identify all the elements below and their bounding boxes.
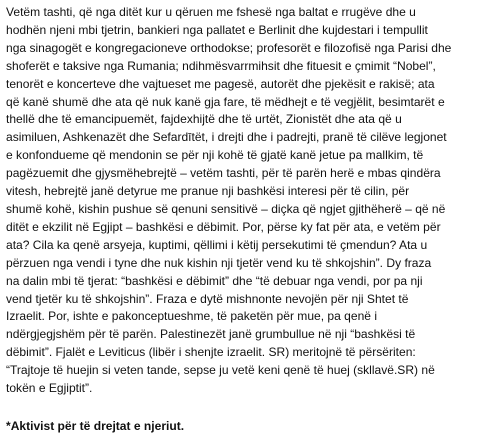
text-line: ndërgjegjshëm për të parën. Palestinezët janë grumbullue në nji “bashkësi të [6,327,416,342]
text-line: Vetëm tashti, që nga ditët kur u qëruen me fshesë nga baltat e rrugëve dhe u [6,5,416,19]
text-line: na dalin mbi të tjerat: “bashkësi e dëbimit” dhe “të debuar nga vendi, por pa nji [6,273,423,288]
text-line: tokën e Egjiptit”. [6,381,93,396]
text-line: e konfondueme që mendonin se për nji kohë të gjatë kanë jetue pa mallkim, të [6,148,424,163]
text-line: shoferët e taksive nga Rumania; ndihmësvarrmihsit dhe fituesit e çmimit “Nobel”, [6,58,436,73]
text-line: nga sinagogët e kongregacioneve orthodokse; profesorët e filozofisë nga Parisi dhe [6,40,452,55]
body-text [6,4,494,398]
text-line: “Trajtoje të huejin si veten tande, sepse ju vetë keni qenë të huej (skllavë.SR) në [6,363,435,378]
text-line: vitesh, hebrejtë janë detyrue me pranue nji bashkësi interesi për të cilin, për [6,184,410,199]
text-line: dëbimit”. Fjalët e Leviticus (libër i shenjte izraelit. SR) meritojnë të përsëriten: [6,345,416,360]
text-line: ditët e ekzilit në Egjipt – bashkësi e dëbimit. Por, përse ky fat për ata, e vetëm për [6,219,441,234]
text-line: asimiluen, Ashkenazët dhe Sefardītët, i drejti dhe i padrejti, pranë të cilëve legjonet [6,130,447,145]
author-footnote: *Aktivist për të drejtat e njeriut. [6,418,185,433]
text-line: Izraelit. Por, ishte e pakonceptueshme, të paketën për mue, pa qenë i [6,309,378,324]
text-line: që kanë shumë dhe ata që nuk kanë gja fare, të mëdhejt e të vegjëlit, besimtarët e [6,94,445,109]
document-page [6,4,494,435]
text-line: përzuen nga vendi i tyne dhe nuk kishin nji tjetër vend ku të shkojshin”. Dy fraza [6,255,432,270]
text-line: thellë dhe të emancipuemët, fajdexhijtë dhe të urtët, Zionistët dhe ata që u [6,112,402,127]
text-line: shumë kohë, kishin pushue së qenuni sensitivë – diçka që ngjet gjithëherë – që në [6,201,446,216]
text-line: hodhën njeni mbi tjetrin, bankieri nga pallatet e Berlinit dhe kujdestari i tempullit [6,22,428,37]
text-line: tenorët e koncerteve dhe vajtueset me pagesë, autorët dhe pjekësit e rakisë; ata [6,76,435,91]
text-line: vend tjetër ku të shkojshin”. Fraza e dytë mishnonte nevojën për nji Shtet të [6,291,409,306]
text-line: pagëzuemit dhe gjysmëhebrejtë – vetëm tashti, për të parën herë e mbas qindëra [6,166,441,181]
text-line: ata? Cila ka qenë arsyeja, kuptimi, qëllimi i këtij persekutimi të çmendun? Ata u [6,237,428,252]
